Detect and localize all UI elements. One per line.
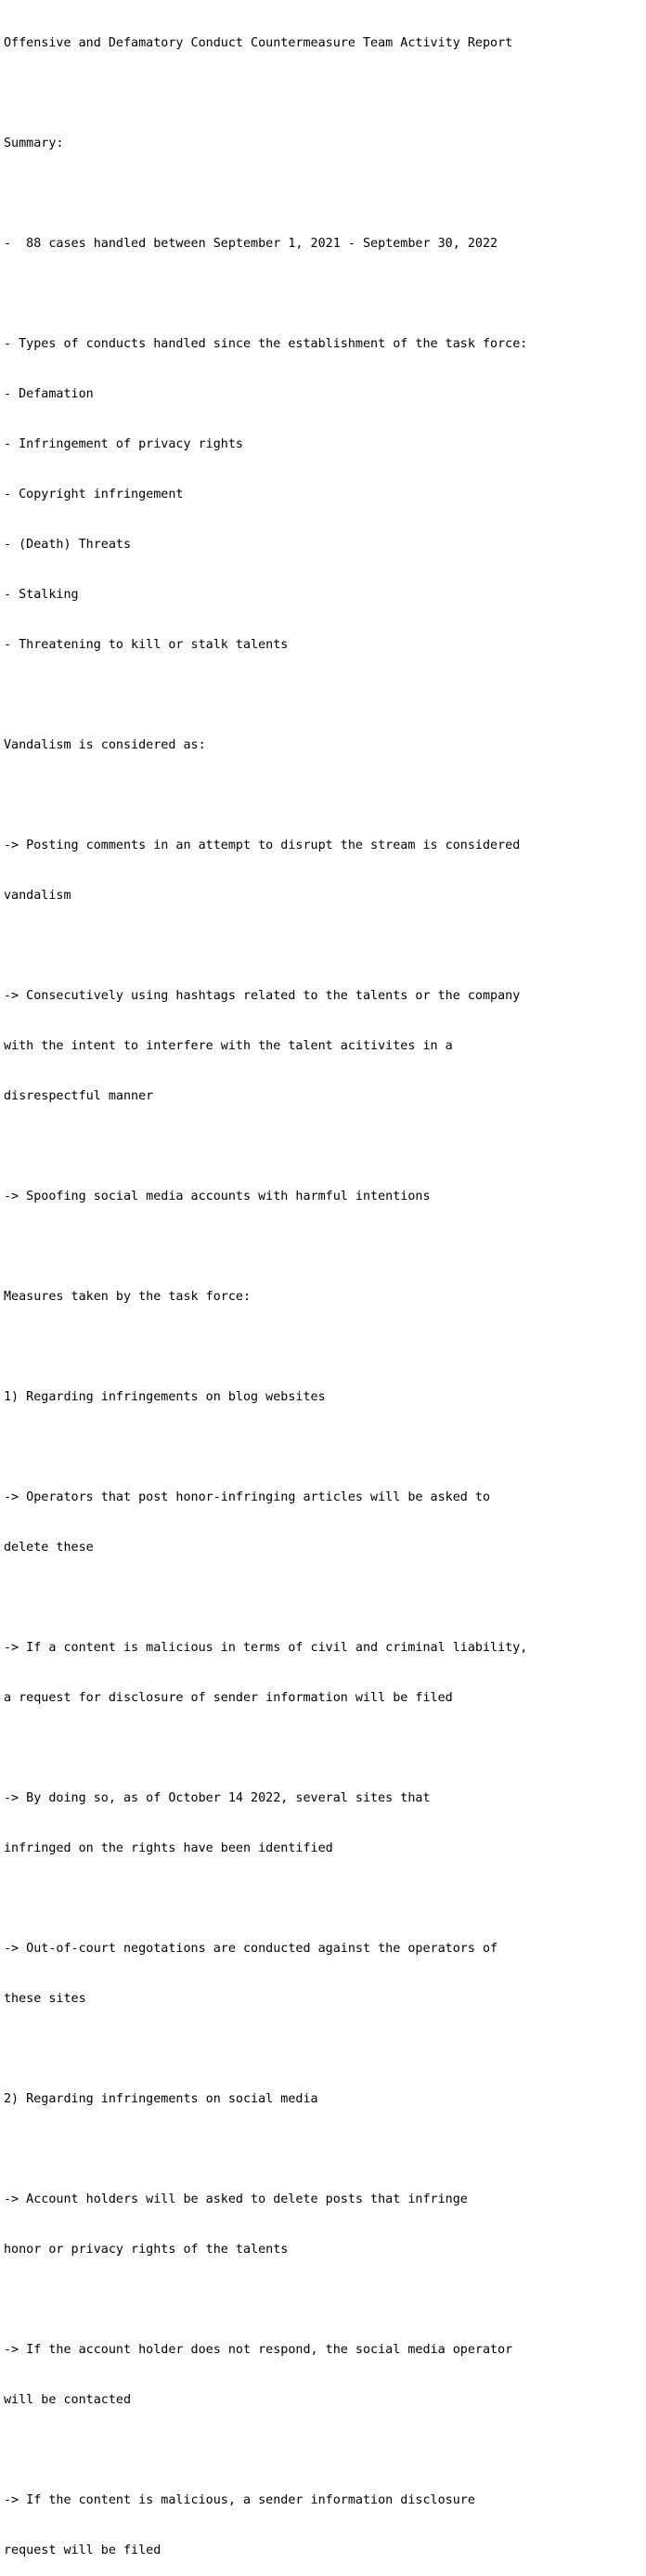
blank-line — [4, 1138, 527, 1155]
cases-handled-line: - 88 cases handled between September 1, 2021 - September 30, 2022 — [4, 237, 498, 251]
blank-line — [4, 286, 527, 303]
vandalism-item: -> Posting comments in an attempt to disrupt the stream is considered — [4, 839, 521, 852]
blank-line — [4, 787, 527, 804]
conduct-type-item: - Threatening to kill or stalk talents — [4, 638, 289, 652]
blank-line — [4, 687, 527, 704]
vandalism-item: -> Consecutively using hashtags related to the talents or the company — [4, 989, 521, 1003]
conduct-type-item: - (Death) Threats — [4, 538, 132, 552]
measures-heading: Measures taken by the task force: — [4, 1290, 252, 1304]
blank-line — [4, 1439, 527, 1456]
blog-measure-item-continued: these sites — [4, 1992, 86, 2006]
blog-section-heading: 1) Regarding infringements on blog websites — [4, 1390, 326, 1404]
blank-line — [4, 85, 527, 102]
blank-line — [4, 938, 527, 955]
document-title: Offensive and Defamatory Conduct Countermeasure Team Activity Report — [4, 36, 513, 50]
blog-measure-item: -> If a content is malicious in terms of civil and criminal liability, — [4, 1641, 528, 1655]
blank-line — [4, 1740, 527, 1757]
blog-measure-item: -> By doing so, as of October 14 2022, several sites that — [4, 1791, 431, 1805]
blog-measure-item: -> Operators that post honor-infringing articles will be asked to — [4, 1490, 491, 1504]
blank-line — [4, 1339, 527, 1356]
social-media-section-heading: 2) Regarding infringements on social media — [4, 2092, 318, 2106]
conduct-type-item: - Infringement of privacy rights — [4, 437, 243, 451]
vandalism-item: -> Spoofing social media accounts with harmful intentions — [4, 1190, 431, 1203]
blank-line — [4, 2442, 527, 2459]
conduct-type-item: - Copyright infringement — [4, 488, 184, 501]
blog-measure-item-continued: infringed on the rights have been identified — [4, 1841, 333, 1855]
document-text — [4, 2, 527, 2576]
blank-line — [4, 1239, 527, 1255]
social-measure-item-continued: will be contacted — [4, 2393, 132, 2407]
social-measure-item: -> If the account holder does not respond, the social media operator — [4, 2343, 513, 2357]
blank-line — [4, 2292, 527, 2309]
conduct-type-item: - Stalking — [4, 588, 79, 602]
blank-line — [4, 186, 527, 202]
blank-line — [4, 1891, 527, 1907]
social-measure-item-continued: request will be filed — [4, 2543, 162, 2557]
blog-measure-item-continued: a request for disclosure of sender information will be filed — [4, 1691, 453, 1705]
vandalism-item-continued: disrespectful manner — [4, 1089, 154, 1103]
blank-line — [4, 2141, 527, 2158]
conduct-types-heading: - Types of conducts handled since the establishment of the task force: — [4, 337, 528, 351]
summary-heading: Summary: — [4, 137, 64, 150]
blog-measure-item-continued: delete these — [4, 1541, 94, 1555]
vandalism-heading: Vandalism is considered as: — [4, 738, 206, 752]
blank-line — [4, 1590, 527, 1607]
vandalism-item-continued: with the intent to interfere with the talent acitivites in a — [4, 1039, 453, 1053]
vandalism-item-continued: vandalism — [4, 889, 71, 903]
conduct-type-item: - Defamation — [4, 387, 94, 401]
blank-line — [4, 2041, 527, 2058]
social-measure-item-continued: honor or privacy rights of the talents — [4, 2243, 289, 2257]
social-measure-item: -> If the content is malicious, a sender information disclosure — [4, 2493, 475, 2507]
blog-measure-item: -> Out-of-court negotations are conducted against the operators of — [4, 1942, 498, 1956]
social-measure-item: -> Account holders will be asked to delete posts that infringe — [4, 2192, 468, 2206]
